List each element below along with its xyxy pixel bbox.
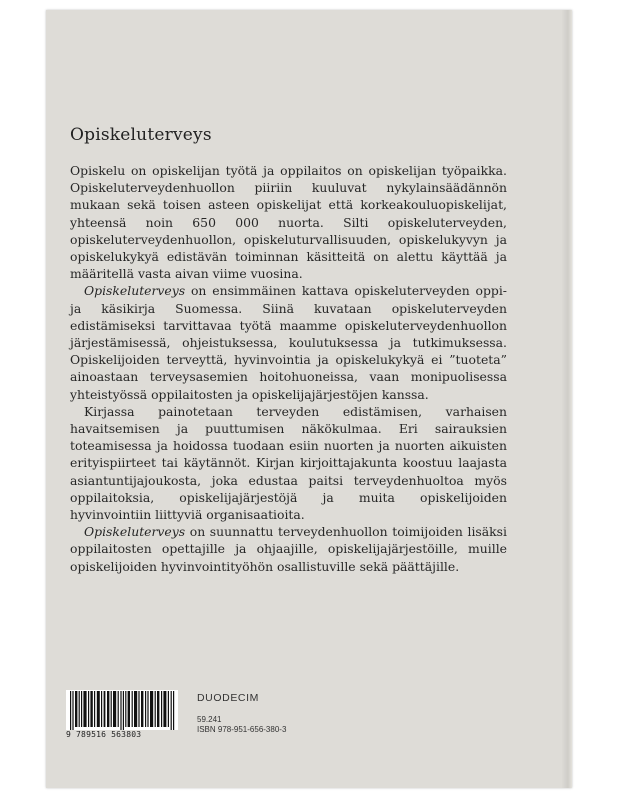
book-title: Opiskeluterveys: [70, 125, 212, 145]
cover-footer: [66, 690, 326, 740]
barcode-icon: [66, 690, 178, 730]
paragraph-2: Opiskeluterveys on ensimmäinen kattava opiskeluterveyden oppi- ja käsikirja Suomessa. Siinä kuvataan opiskeluterveyden edistämiseksi tarvittavaa työtä maamme opiskeluterveydenhuollon järjestämisessä, ohjeistuksessa, koulutuksessa ja tutkimuksessa. Opiskelijoiden terveyttä, hyvinvointia ja opiskelukykyä ei ”tuoteta” ainoastaan terveysasemien hoitohuoneissa, vaan monipuolisessa yhteistyössä oppilaitosten ja opiskelijajärjestöjen kanssa.: [70, 283, 507, 402]
paragraph-1: Opiskelu on opiskelijan työtä ja oppilaitos on opiskelijan työpaikka. Opiskeluterveydenhuollon piiriin kuuluvat nykylainsäädännön mukaan sekä toisen asteen opiskelijat että korkeakouluopiskelijat, yhteensä noin 650 000 nuorta. Silti opiskeluterveyden, opiskeluterveydenhuollon, opiskeluturvallisuuden, opiskelukyvyn ja opiskelukykyä edistävän toiminnan käsitteitä on alettu käyttää ja määritellä vasta aivan viime vuosina.: [70, 163, 507, 282]
barcode-digits: 9 789516 563803: [66, 730, 142, 739]
paragraph-4: Opiskeluterveys on suunnattu terveydenhuollon toimijoiden lisäksi oppilaitosten opettajille ja ohjaajille, opiskelijajärjestöille, muille opiskelijoiden hyvinvointityöhön osallistuville sekä päättäjille.: [70, 524, 507, 574]
product-code: 59.241: [197, 715, 222, 724]
paragraph-3: Kirjassa painotetaan terveyden edistämisen, varhaisen havaitsemisen ja puuttumisen näkökulmaa. Eri sairauksien toteamisessa ja hoidossa tuodaan esiin nuorten ja nuorten aikuisten erityispiirteet tai käytännöt. Kirjan kirjoittajakunta koostuu laajasta asiantuntijajoukosta, joka edustaa paitsi terveydenhuoltoa myös oppilaitoksia, opiskelijajärjestöjä ja muita opiskelijoiden hyvinvointiin liittyviä organisaatioita.: [70, 403, 507, 523]
isbn-number: ISBN 978-951-656-380-3: [197, 725, 287, 734]
blurb-text: [70, 162, 507, 575]
publisher-name: DUODECIM: [197, 692, 259, 704]
cover-spine-edge: [562, 10, 572, 788]
